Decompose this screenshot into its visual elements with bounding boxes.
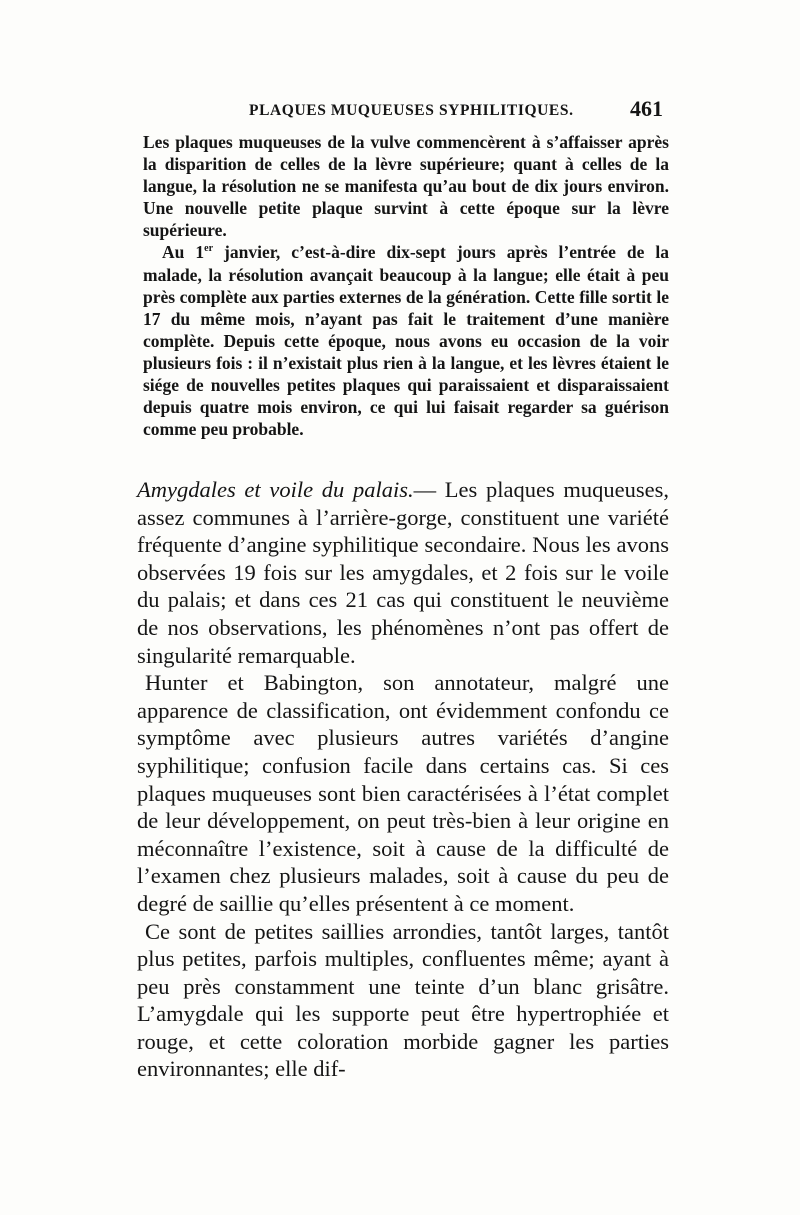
paragraph <box>137 669 669 917</box>
paragraph <box>143 131 669 241</box>
page-header <box>143 96 663 122</box>
paragraph <box>137 476 669 669</box>
paragraph-lead: Au 1 <box>162 242 205 263</box>
paragraph-text: janvier, c’est-à-dire dix-sept jours après l’entrée de la malade, la résolution avançait beaucoup à la langue; elle était à peu près complète aux parties externes de la génération. Cette fille sortit le 17 du même mois, n’ayant pas fait le traitement d’une manière complète. Depuis cette époque, nous avons eu occasion de la voir plusieurs fois : il n’existait plus rien à la langue, et les lèvres étaient le siége de nouvelles petites plaques qui paraissaient et disparaissaient depuis quatre mois environ, ce qui lui faisait regarder sa guérison comme peu probable. <box>143 242 670 440</box>
paragraph-text: Ce sont de petites saillies arrondies, tantôt larges, tantôt plus petites, parfois multiples, confluentes même; ayant à peu près constamment une teinte d’un blanc grisâtre. L’amygdale qui les supporte peut être hypertrophiée et rouge, et cette coloration morbide gagner les parties environnantes; elle dif- <box>137 918 669 1082</box>
section-heading: Amygdales et voile du palais. <box>137 477 414 502</box>
case-observation-text <box>143 131 669 440</box>
paragraph <box>143 241 669 440</box>
paragraph-text: Les plaques muqueuses de la vulve commencèrent à s’affaisser après la disparition de celles de la lèvre supérieure; quant à celles de la langue, la résolution ne se manifesta qu’au bout de dix jours environ. Une nouvelle petite plaque survint à cette époque sur la lèvre supérieure. <box>143 132 669 241</box>
paragraph <box>137 918 669 1084</box>
running-title: PLAQUES MUQUEUSES SYPHILITIQUES. <box>249 102 574 119</box>
page-number: 461 <box>630 96 663 121</box>
heading-dash: — <box>413 477 445 502</box>
paragraph-text: Hunter et Babington, son annotateur, malgré une apparence de classification, ont évidemment confondu ce symptôme avec plusieurs autres variétés d’angine syphilitique; confusion facile dans certains cas. Si ces plaques muqueuses sont bien caractérisées à l’état complet de leur développement, on peut très-bien à leur origine en méconnaître l’existence, soit à cause de la difficulté de l’examen chez plusieurs malades, soit à cause du peu de degré de saillie qu’elles présentent à ce moment. <box>137 670 669 916</box>
paragraph-text: Les plaques muqueuses, assez communes à l’arrière-gorge, constituent une variété fréquente d’angine syphilitique secondaire. Nous les avons observées 19 fois sur les amygdales, et 2 fois sur le voile du palais; et dans ces 21 cas qui constituent le neuvième de nos observations, les phénomènes n’ont pas offert de singularité remarquable. <box>137 477 670 668</box>
ordinal-superscript: er <box>204 243 214 255</box>
main-text <box>137 476 669 1083</box>
